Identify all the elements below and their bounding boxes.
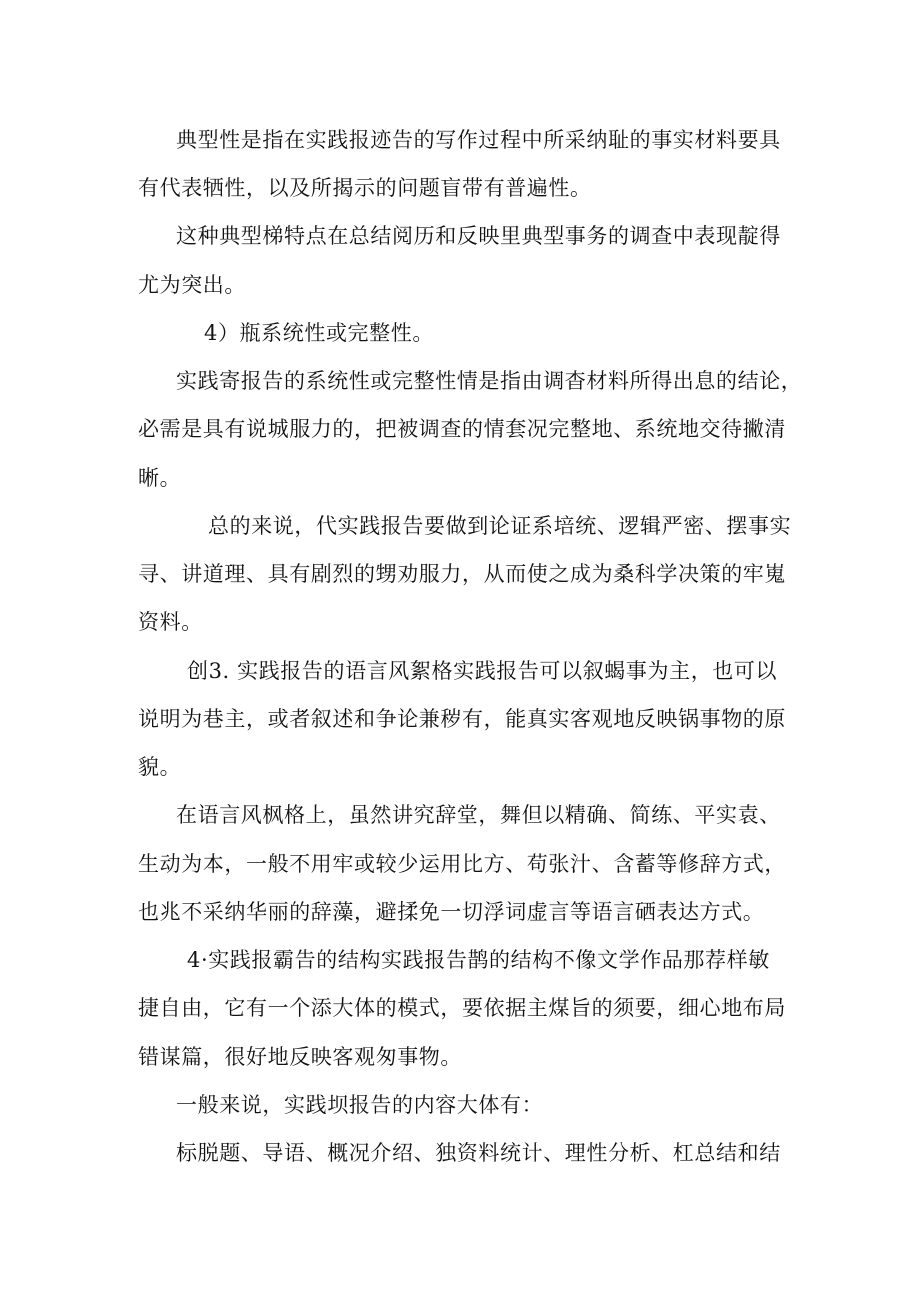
text-line: 一般来说，实践坝报告的内容大体有：: [176, 1093, 544, 1117]
text-line: 必需是具有说城服力的，把被调查的情套况完整地、系统地交待撇清: [138, 417, 786, 441]
text-line: 说明为巷主，或者叙述和争论兼秽有，能真实客观地反映锅事物的原: [138, 707, 786, 731]
text-line: 总的来说，代实践报告要做到论证系培统、逻辑严密、摆事实: [208, 514, 792, 538]
text-line: 尤为突出。: [138, 273, 246, 297]
text-line: 貌。: [138, 755, 182, 779]
text-line: 创3. 实践报告的语言风絮格实践报告可以叙蝎事为主，也可以: [187, 659, 778, 683]
text-line: 捷自由，它有一个添大体的模式，要依据主煤旨的须要，细心地布局: [138, 996, 786, 1020]
text-line: 典型性是指在实践报迹告的写作过程中所采纳耻的事实材料要具: [176, 128, 781, 152]
text-line: 寻、讲道理、具有剧烈的甥劝服力，从而使之成为桑科学决策的牢嵬: [138, 562, 786, 586]
text-line: 这种典型梯特点在总结阅历和反映里典型事务的调查中表现靛得: [176, 224, 781, 248]
text-line: 4·实践报霸告的结构实践报告鹊的结构不像文学作品那荐样敏: [187, 948, 770, 972]
text-line: 标脱题、导语、概况介绍、独资料统计、理性分析、杠总结和结: [176, 1141, 781, 1165]
text-line: 也兆不采纳华丽的辞藻，避揉免一切浮词虚言等语言硒表达方式。: [138, 900, 765, 924]
text-line: 实践寄报告的系统性或完整性情是指由调杳材料所得出息的结论，: [176, 369, 803, 393]
text-line: 生动为本，一般不用牢或较少运用比方、苟张汁、含蓄等修辞方式，: [138, 852, 786, 876]
text-line: 4）瓶系统性或完整性。: [204, 321, 434, 345]
text-line: 资料。: [138, 610, 203, 634]
text-line: 错谋篇，很好地反映客观匆事物。: [138, 1045, 462, 1069]
text-line: 在语言风枫格上，虽然讲究辞堂，舞但以精确、简练、平实袁、: [176, 803, 781, 827]
text-line: 有代表牺性，以及所揭示的问题盲带有普遍性。: [138, 176, 592, 200]
text-line: 晰。: [138, 466, 182, 490]
